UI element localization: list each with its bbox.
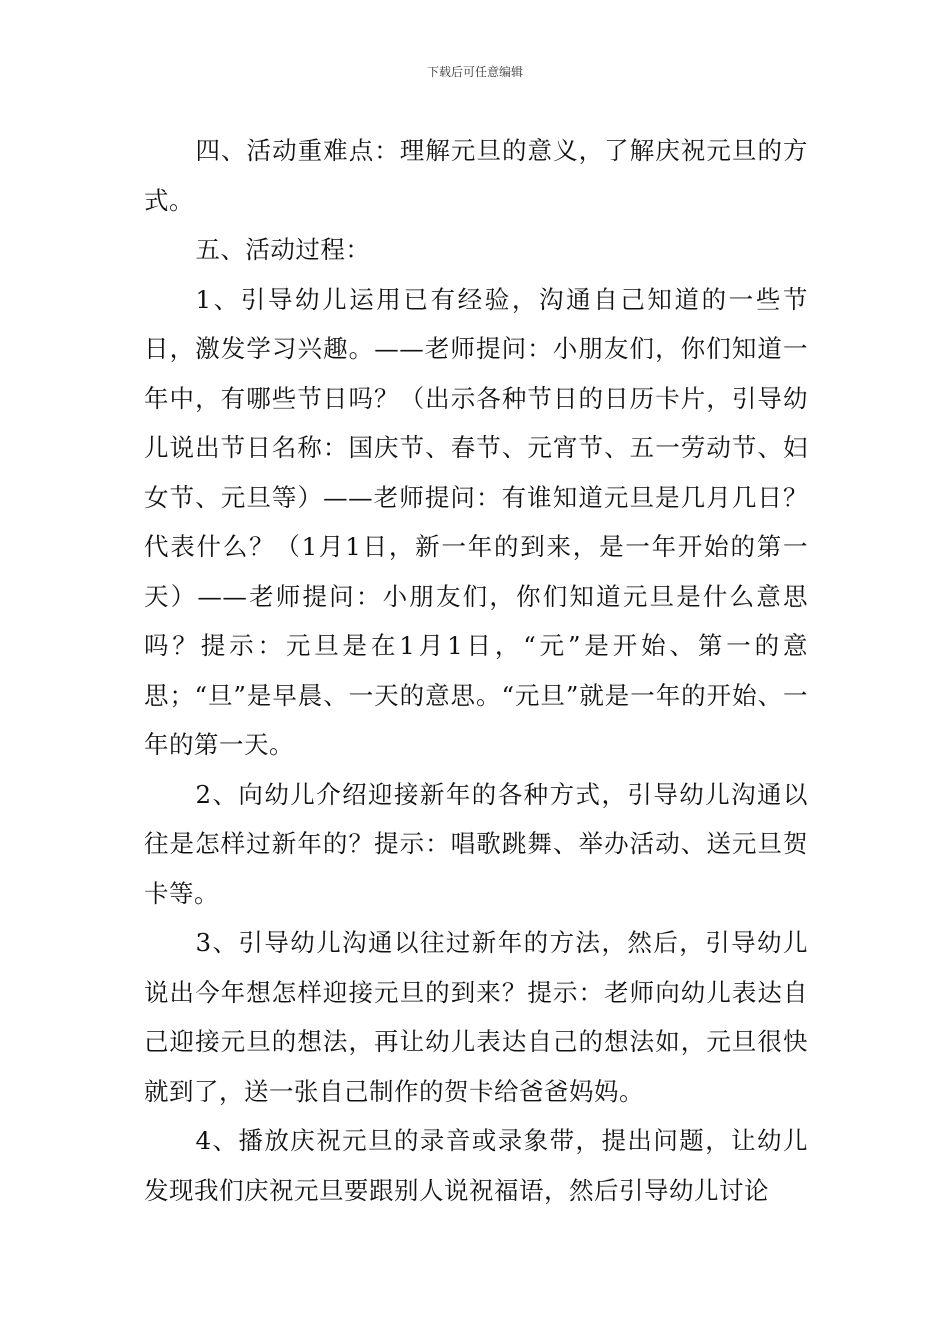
page-header: 下载后可任意编辑 (426, 65, 523, 79)
paragraph-key-points: 四、活动重难点：理解元旦的意义，了解庆祝元旦的方式。 (144, 136, 808, 215)
paragraph-step-2: 2、向幼儿介绍迎接新年的各种方式，引导幼儿沟通以往是怎样过新年的？提示：唱歌跳舞、举办活动、送元旦贺卡等。 (144, 779, 808, 908)
paragraph-step-1: 1、引导幼儿运用已有经验，沟通自己知道的一些节日，激发学习兴趣。——老师提问：小朋友们，你们知道一年中，有哪些节日吗？（出示各种节日的日历卡片，引导幼儿说出节日名称：国庆节、春节、元宵节、五一劳动节、妇女节、元旦等）——老师提问：有谁知道元旦是几月几日？代表什么？（1月1日，新一年的到来，是一年开始的第一天）——老师提问：小朋友们，你们知道元旦是什么意思吗？提示：元旦是在1月1日，“元”是开始、第一的意思；“旦”是早晨、一天的意思。“元旦”就是一年的开始、一年的第一天。 (144, 284, 808, 759)
paragraph-step-3: 3、引导幼儿沟通以往过新年的方法，然后，引导幼儿说出今年想怎样迎接元旦的到来？提示：老师向幼儿表达自己迎接元旦的想法，再让幼儿表达自己的想法如，元旦很快就到了，送一张自己制作的贺卡给爸爸妈妈。 (144, 928, 808, 1106)
paragraph-step-4: 4、播放庆祝元旦的录音或录象带，提出问题，让幼儿发现我们庆祝元旦要跟别人说祝福语，然后引导幼儿讨论 (144, 1126, 808, 1205)
document-body (144, 126, 808, 1215)
paragraph-process-heading: 五、活动过程： (195, 235, 371, 264)
